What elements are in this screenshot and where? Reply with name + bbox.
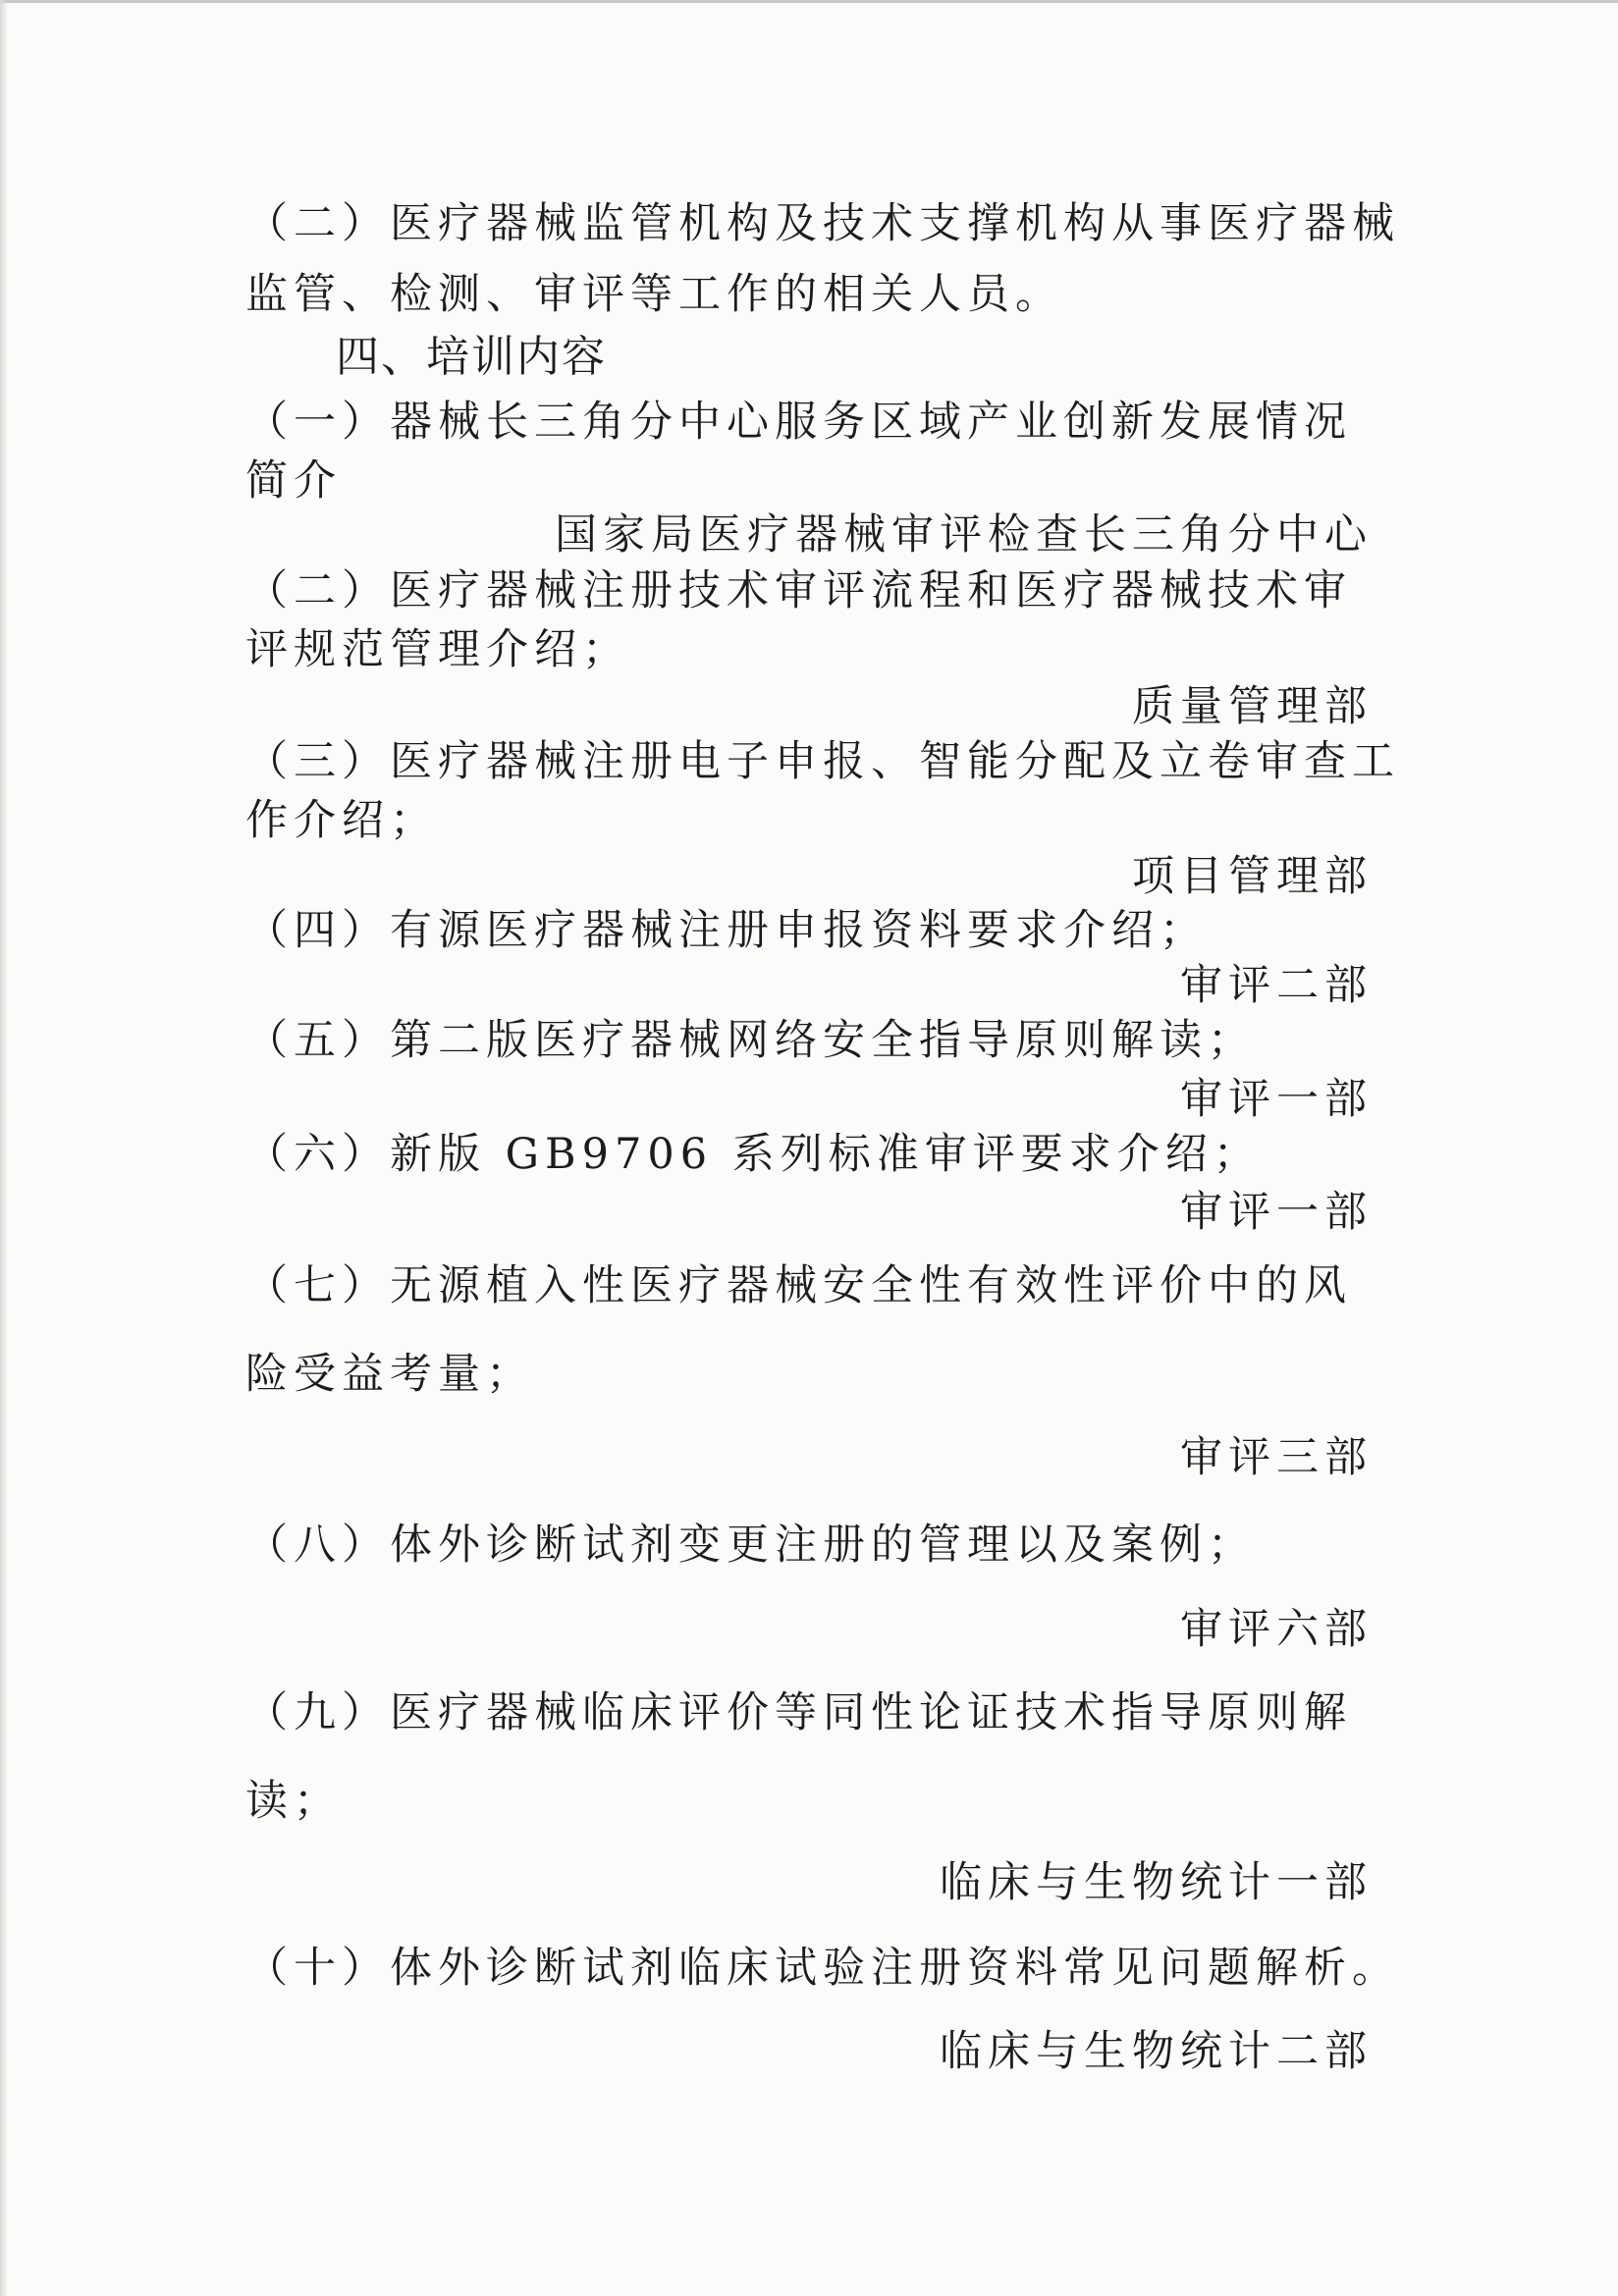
scan-top-edge (0, 0, 1618, 3)
scan-left-shadow (0, 0, 8, 2296)
item-9-text: （九）医疗器械临床评价等同性论证技术指导原则解 (245, 1688, 1352, 1737)
item-2-continuation: 评规范管理介绍； (245, 625, 630, 674)
item-8-text: （八）体外诊断试剂变更注册的管理以及案例； (245, 1521, 1256, 1570)
item-2-text: （二）医疗器械注册技术审评流程和医疗器械技术审 (245, 566, 1352, 615)
item-4-text: （四）有源医疗器械注册申报资料要求介绍； (245, 906, 1208, 955)
item-7-continuation: 险受益考量； (245, 1350, 534, 1399)
item-3-presenter: 项目管理部 (1132, 852, 1373, 901)
item-7-presenter: 审评三部 (1180, 1433, 1373, 1482)
item-9-continuation: 读； (245, 1777, 342, 1826)
item-3-continuation: 作介绍； (245, 796, 438, 845)
section-heading: 四、培训内容 (336, 332, 607, 382)
item-9-presenter: 临床与生物统计一部 (940, 1858, 1373, 1907)
item-8-presenter: 审评六部 (1180, 1605, 1373, 1654)
item-4-presenter: 审评二部 (1180, 961, 1373, 1010)
item-1-continuation: 简介 (245, 456, 342, 506)
item-10-text: （十）体外诊断试剂临床试验注册资料常见问题解析。 (245, 1944, 1400, 1993)
item-6-presenter: 审评一部 (1180, 1188, 1373, 1237)
item-5-presenter: 审评一部 (1180, 1075, 1373, 1124)
item-3-text: （三）医疗器械注册电子申报、智能分配及立卷审查工 (245, 737, 1400, 786)
item-2-presenter: 质量管理部 (1132, 682, 1373, 731)
item-5-text: （五）第二版医疗器械网络安全指导原则解读； (245, 1016, 1256, 1065)
paragraph-line: （二）医疗器械监管机构及技术支撑机构从事医疗器械 (245, 199, 1400, 248)
item-1-presenter: 国家局医疗器械审评检查长三角分中心 (555, 510, 1373, 560)
item-10-presenter: 临床与生物统计二部 (940, 2027, 1373, 2076)
item-1-text: （一）器械长三角分中心服务区域产业创新发展情况 (245, 398, 1352, 447)
paragraph-line: 监管、检测、审评等工作的相关人员。 (245, 270, 1063, 319)
item-6-text: （六）新版 GB9706 系列标准审评要求介绍； (245, 1130, 1262, 1179)
item-7-text: （七）无源植入性医疗器械安全性有效性评价中的风 (245, 1261, 1352, 1310)
